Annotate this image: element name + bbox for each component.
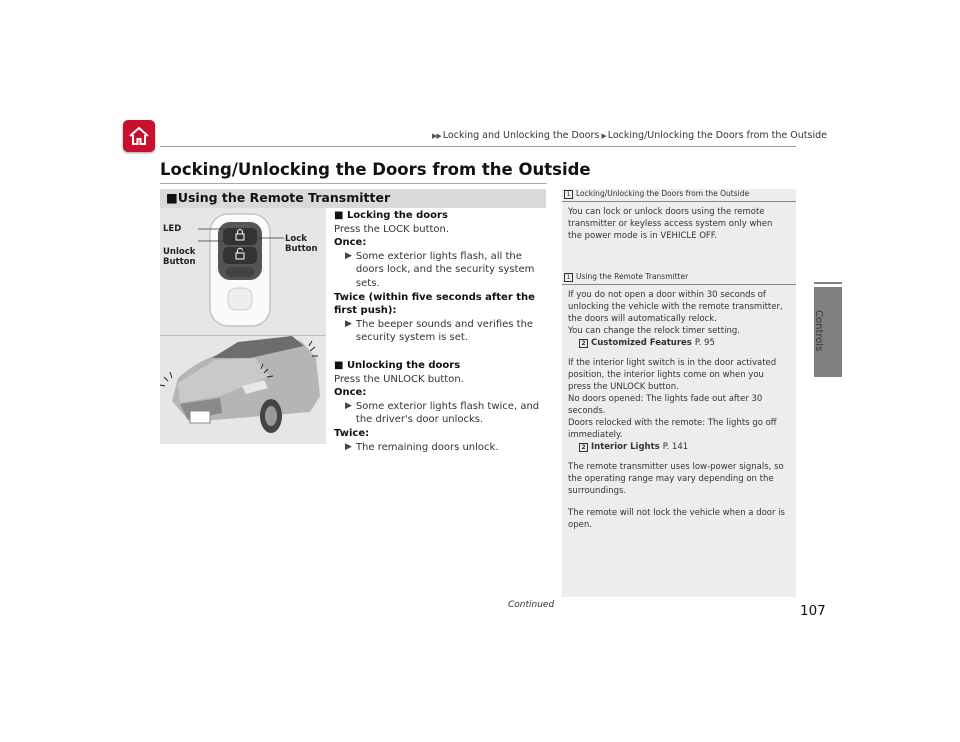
note-2-paragraph: The remote will not lock the vehicle when a door is open. bbox=[568, 508, 785, 530]
home-button[interactable] bbox=[123, 120, 155, 152]
unlock-button-label: Unlock Button bbox=[163, 247, 196, 267]
page-ref-icon: 2 bbox=[579, 339, 588, 348]
breadcrumb-arrow-icon: ▶ bbox=[601, 132, 606, 140]
body-text bbox=[334, 209, 549, 454]
note-2-header: 1 Using the Remote Transmitter bbox=[562, 272, 796, 282]
note-2-body bbox=[562, 285, 796, 531]
section-heading bbox=[166, 190, 390, 205]
unlocking-twice-label: Twice: bbox=[334, 427, 370, 439]
continued-label: Continued bbox=[508, 600, 555, 610]
unlocking-once-item: ▶ Some exterior lights flash twice, and the driver's door unlocks. bbox=[345, 400, 540, 426]
note-2-paragraph: You can change the relock timer setting. bbox=[568, 326, 740, 336]
side-tab-accent bbox=[814, 282, 842, 284]
unlocking-once-label: Once: bbox=[334, 387, 367, 399]
page-number: 107 bbox=[800, 603, 826, 619]
illustration-divider bbox=[160, 335, 326, 336]
page-title: Locking/Unlocking the Doors from the Outside bbox=[160, 160, 591, 179]
note-2-paragraph: No doors opened: The lights fade out after 30 seconds. bbox=[568, 394, 763, 416]
unlocking-twice-item: ▶ The remaining doors unlock. bbox=[345, 441, 499, 453]
breadcrumb-item[interactable]: Locking/Unlocking the Doors from the Outside bbox=[607, 130, 827, 141]
header-divider bbox=[160, 146, 796, 147]
side-tab-label: Controls bbox=[813, 310, 824, 352]
note-2-paragraph: If the interior light switch is in the door activated position, the interior lights come on when you press the UNLOCK button. bbox=[568, 358, 777, 392]
breadcrumb bbox=[430, 130, 827, 141]
lock-button-label: Lock Button bbox=[285, 234, 318, 254]
locking-twice-label: Twice (within five seconds after the first push): bbox=[334, 291, 535, 317]
note-2-paragraph: The remote transmitter uses low-power signals, so the operating range may vary depending on the surroundings. bbox=[568, 462, 784, 496]
section-title: Using the Remote Transmitter bbox=[177, 190, 391, 205]
arrow-icon: ▶ bbox=[345, 441, 352, 452]
arrow-icon: ▶ bbox=[345, 250, 352, 261]
page-ref-icon: 2 bbox=[579, 443, 588, 452]
title-divider bbox=[160, 183, 547, 184]
side-tab-label-wrap bbox=[813, 296, 830, 356]
arrow-icon: ▶ bbox=[345, 400, 352, 411]
note-1 bbox=[562, 189, 796, 242]
note-1-text: You can lock or unlock doors using the remote transmitter or keyless access system only when the power mode is in VEHICLE OFF. bbox=[568, 207, 773, 241]
locking-heading: ■ Locking the doors bbox=[334, 210, 448, 221]
locking-twice-item: ▶ The beeper sounds and verifies the security system is set. bbox=[345, 318, 534, 344]
home-icon bbox=[128, 125, 150, 147]
note-2 bbox=[562, 272, 796, 531]
section-marker-icon: ■ bbox=[166, 190, 178, 205]
arrow-icon: ▶ bbox=[345, 318, 352, 329]
note-2-paragraph: Doors relocked with the remote: The lights go off immediately. bbox=[568, 418, 777, 440]
customized-features-link[interactable]: 2 Customized Features P. 95 bbox=[568, 337, 788, 349]
note-icon: 1 bbox=[564, 273, 573, 282]
note-1-header: 1 Locking/Unlocking the Doors from the Outside bbox=[562, 189, 796, 199]
breadcrumb-item[interactable]: Locking and Unlocking the Doors bbox=[442, 130, 600, 141]
unlocking-heading: ■ Unlocking the doors bbox=[334, 359, 461, 371]
unlocking-intro: Press the UNLOCK button. bbox=[334, 373, 464, 385]
interior-lights-link[interactable]: 2 Interior Lights P. 141 bbox=[568, 441, 788, 453]
breadcrumb-arrow-icon: ▶▶ bbox=[432, 132, 441, 140]
note-2-paragraph: If you do not open a door within 30 seconds of unlocking the vehicle with the remote transmitter, the doors will automatically relock. bbox=[568, 290, 783, 324]
note-icon: 1 bbox=[564, 190, 573, 199]
car-icon bbox=[172, 336, 320, 433]
led-label: LED bbox=[163, 224, 182, 234]
locking-once-label: Once: bbox=[334, 237, 367, 249]
locking-intro: Press the LOCK button. bbox=[334, 223, 450, 235]
key-fob-icon bbox=[210, 214, 270, 326]
locking-once-item: ▶ Some exterior lights flash, all the doors lock, and the security system sets. bbox=[345, 250, 535, 289]
